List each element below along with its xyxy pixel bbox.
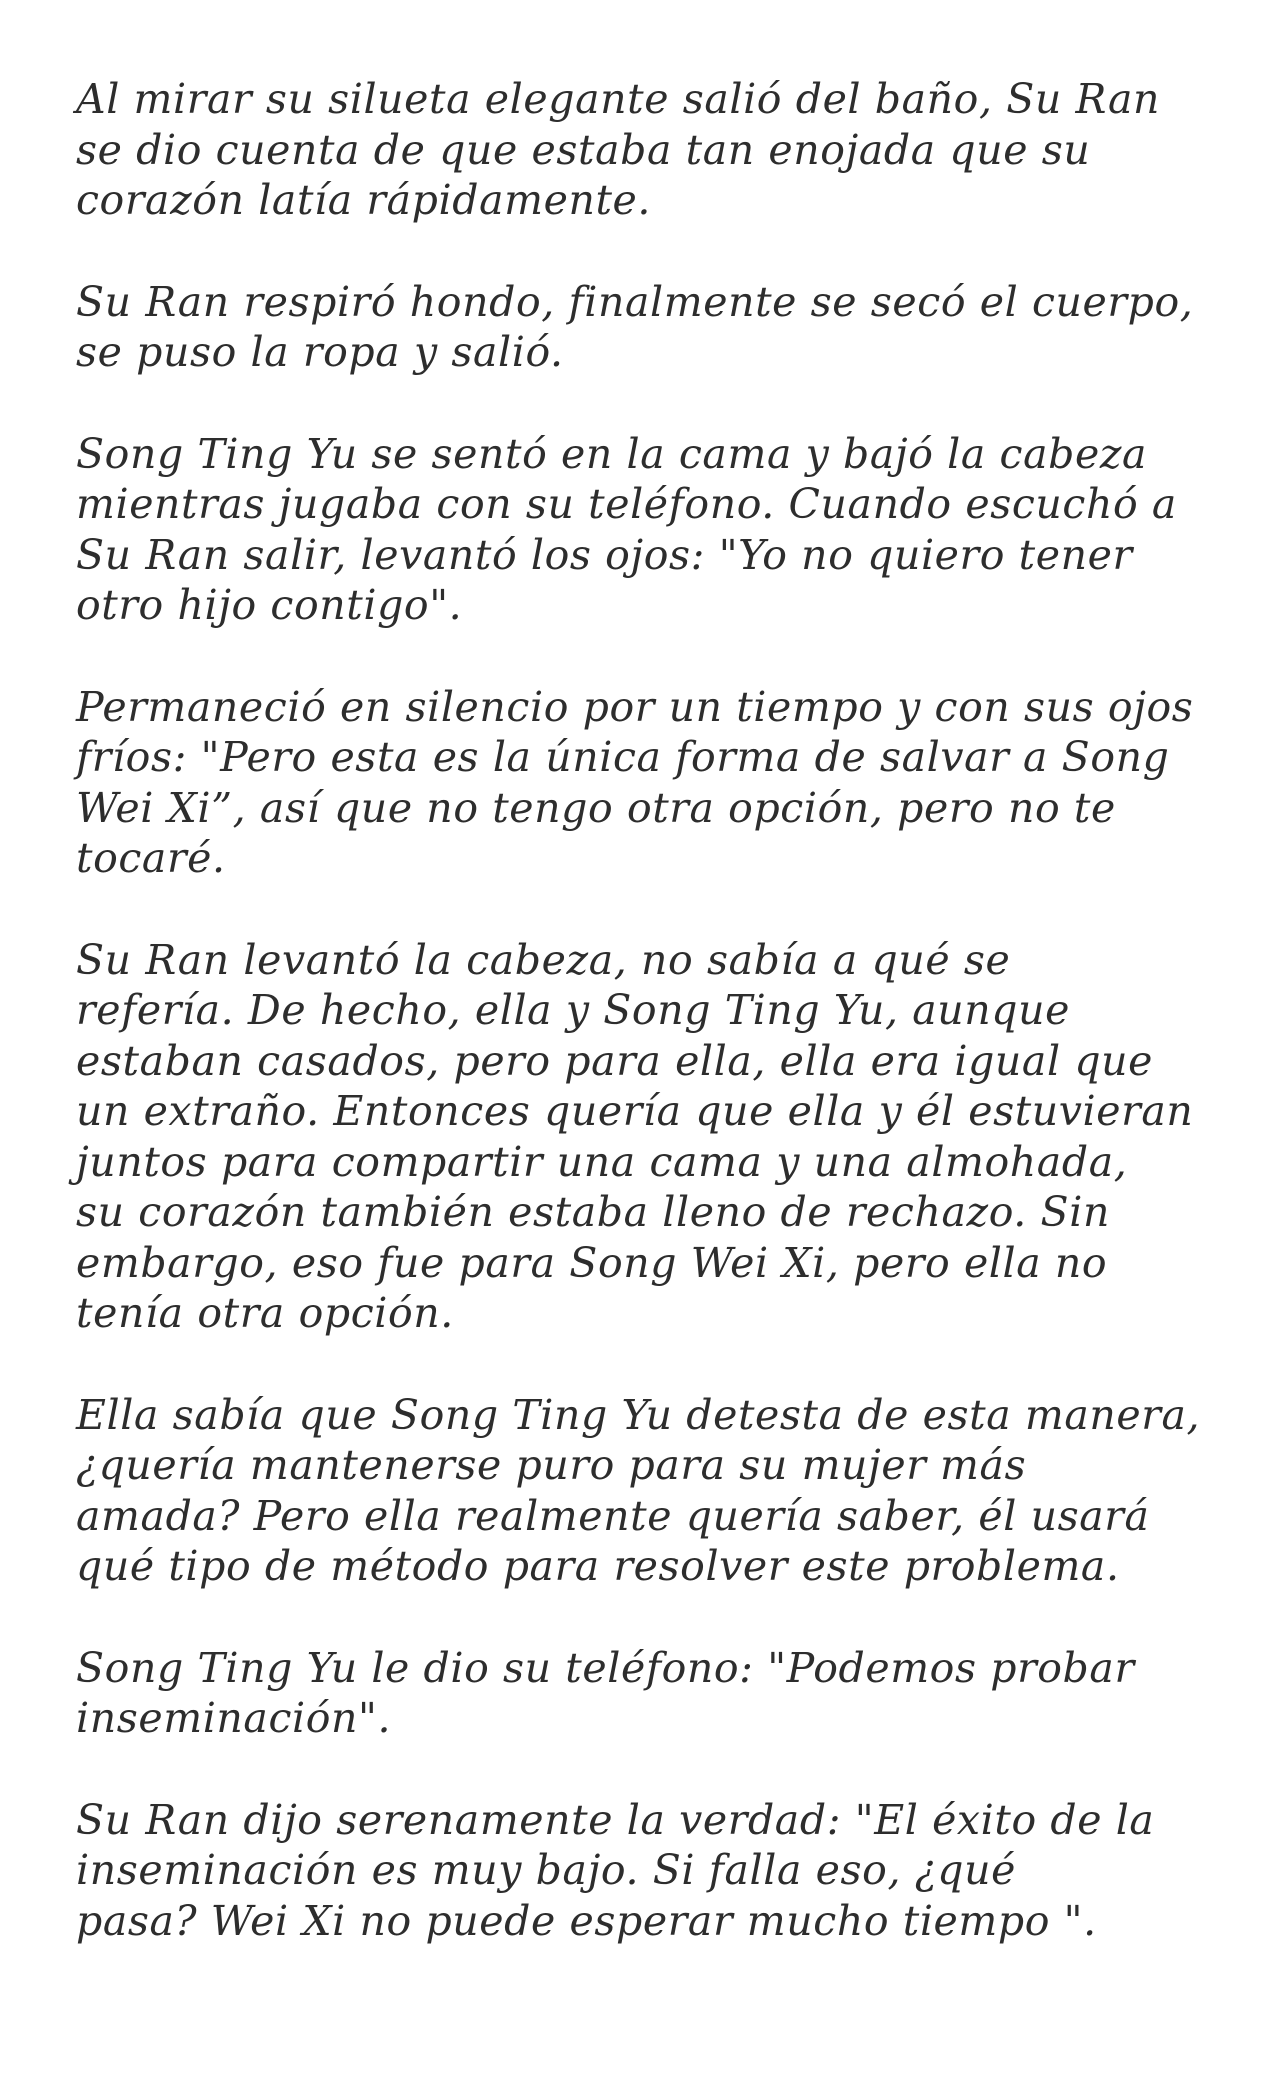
paragraph-6 bbox=[76, 1390, 1206, 1592]
text-line: mientras jugaba con su teléfono. Cuando escuchó a bbox=[76, 480, 1177, 528]
text-line: un extraño. Entonces quería que ella y él estuvieran bbox=[76, 1087, 1194, 1135]
text-line: se puso la ropa y salió. bbox=[76, 328, 564, 376]
text-line: inseminación". bbox=[76, 1694, 392, 1742]
text-line: estaban casados, pero para ella, ella era igual que bbox=[76, 1036, 1154, 1085]
text-line: qué tipo de método para resolver este problema. bbox=[76, 1542, 1120, 1590]
text-line: Permaneció en silencio por un tiempo y con sus ojos bbox=[76, 682, 1194, 731]
text-line: Su Ran dijo serenamente la verdad: "El éxito de la bbox=[76, 1795, 1155, 1844]
text-line: embargo, eso fue para Song Wei Xi, pero ella no bbox=[76, 1238, 1108, 1287]
paragraph-1 bbox=[76, 74, 1206, 226]
text-line: Su Ran respiró hondo, finalmente se secó el cuerpo, bbox=[76, 277, 1194, 326]
paragraph-8 bbox=[76, 1795, 1206, 1947]
text-line: su corazón también estaba lleno de rechazo. Sin bbox=[76, 1188, 1110, 1236]
text-line: Song Ting Yu se sentó en la cama y bajó la cabeza bbox=[76, 429, 1148, 478]
text-line: Al mirar su silueta elegante salió del baño, Su Ran bbox=[76, 75, 1161, 123]
document-body bbox=[76, 74, 1206, 1997]
text-line: Su Ran salir, levantó los ojos: "Yo no quiero tener bbox=[76, 530, 1133, 579]
text-line: otro hijo contigo". bbox=[76, 581, 463, 629]
text-line: amada? Pero ella realmente quería saber, él usará bbox=[76, 1491, 1150, 1540]
text-line: se dio cuenta de que estaba tan enojada que su bbox=[76, 125, 1091, 174]
text-line: pasa? Wei Xi no puede esperar mucho tiempo ". bbox=[76, 1896, 1097, 1945]
text-line: ¿quería mantenerse puro para su mujer más bbox=[76, 1441, 1027, 1489]
paragraph-4 bbox=[76, 682, 1206, 884]
text-line: refería. De hecho, ella y Song Ting Yu, aunque bbox=[76, 986, 1070, 1034]
text-line: juntos para compartir una cama y una almohada, bbox=[76, 1137, 1128, 1186]
text-line: tocaré. bbox=[76, 834, 226, 882]
text-line: Ella sabía que Song Ting Yu detesta de esta manera, bbox=[76, 1390, 1201, 1439]
paragraph-3 bbox=[76, 429, 1206, 631]
text-line: inseminación es muy bajo. Si falla eso, ¿qué bbox=[76, 1846, 1017, 1894]
text-line: fríos: "Pero esta es la única forma de salvar a Song bbox=[76, 733, 1170, 781]
text-line: tenía otra opción. bbox=[76, 1289, 454, 1337]
paragraph-2 bbox=[76, 277, 1206, 378]
text-line: corazón latía rápidamente. bbox=[76, 176, 652, 224]
text-line: Song Ting Yu le dio su teléfono: "Podemos probar bbox=[76, 1643, 1135, 1692]
text-line: Wei Xi”, así que no tengo otra opción, pero no te bbox=[76, 783, 1116, 832]
paragraph-7 bbox=[76, 1643, 1206, 1744]
text-line: Su Ran levantó la cabeza, no sabía a qué se bbox=[76, 935, 1011, 984]
paragraph-5 bbox=[76, 935, 1206, 1339]
